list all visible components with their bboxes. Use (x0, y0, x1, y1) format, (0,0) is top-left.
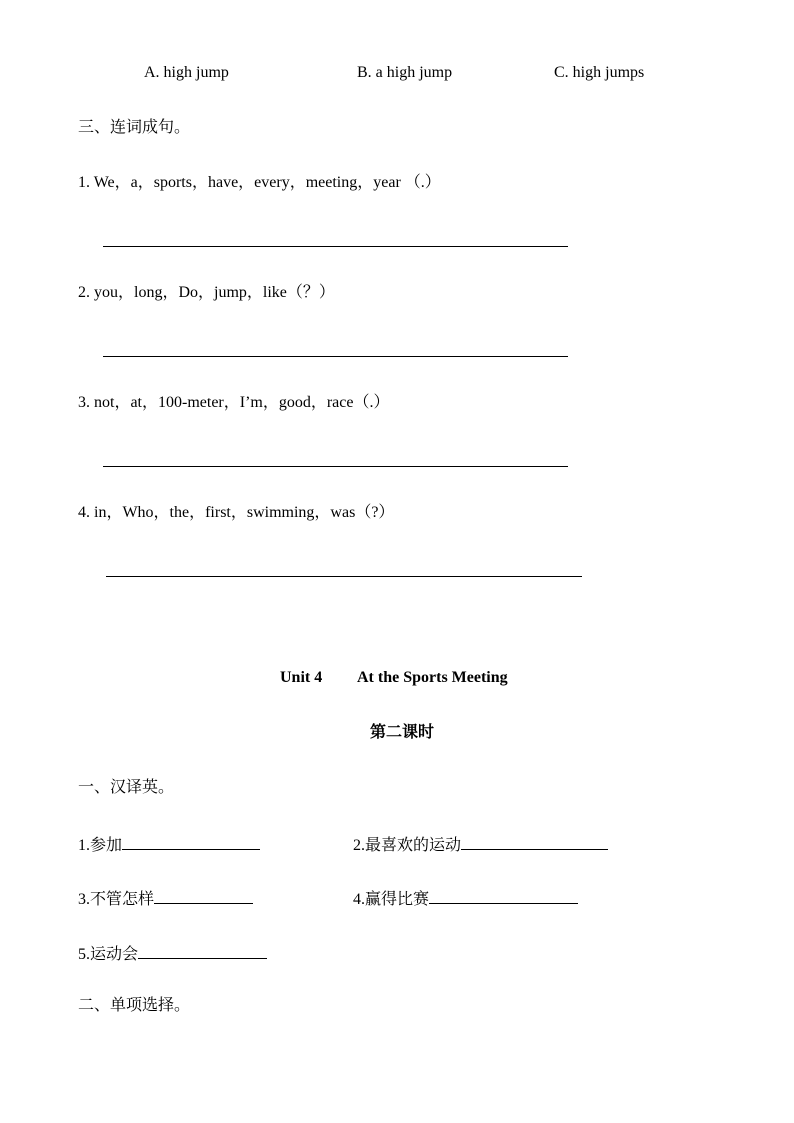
option-c: C. high jumps (554, 64, 645, 81)
lesson-title: 第二课时 (370, 724, 435, 741)
answer-line-4[interactable] (106, 576, 582, 577)
answer-line-1[interactable] (103, 246, 568, 247)
translate-item-1 (78, 833, 260, 856)
part1-heading: 一、汉译英。 (78, 779, 175, 796)
question-2: 2. you，long，Do，jump，like（？） (78, 284, 335, 301)
question-3: 3. not，at，100-meter，I’m，good，race（.） (78, 394, 390, 411)
unit-number: Unit 4 (280, 669, 323, 686)
section3-heading: 三、连词成句。 (78, 119, 191, 136)
translate-item-3 (78, 887, 253, 910)
option-b: B. a high jump (357, 64, 453, 81)
translate-item-1-label: 1.参加 (78, 837, 123, 854)
question-1: 1. We，a，sports，have，every，meeting，year （.） (78, 174, 441, 191)
translate-item-4-label: 4.赢得比赛 (353, 891, 430, 908)
translate-blank-1[interactable] (122, 833, 260, 850)
translate-item-4 (353, 887, 578, 910)
answer-line-3[interactable] (103, 466, 568, 467)
translate-blank-2[interactable] (461, 833, 608, 850)
option-a: A. high jump (144, 64, 229, 81)
translate-item-5-label: 5.运动会 (78, 946, 139, 963)
unit-title: At the Sports Meeting (357, 669, 508, 686)
translate-blank-4[interactable] (429, 887, 578, 904)
translate-item-5 (78, 942, 267, 965)
question-4: 4. in，Who，the，first，swimming，was（?） (78, 504, 395, 521)
translate-item-3-label: 3.不管怎样 (78, 891, 155, 908)
translate-item-2 (353, 833, 608, 856)
translate-blank-5[interactable] (138, 942, 267, 959)
part2-heading: 二、单项选择。 (78, 997, 191, 1014)
translate-blank-3[interactable] (154, 887, 253, 904)
translate-item-2-label: 2.最喜欢的运动 (353, 837, 462, 854)
answer-line-2[interactable] (103, 356, 568, 357)
